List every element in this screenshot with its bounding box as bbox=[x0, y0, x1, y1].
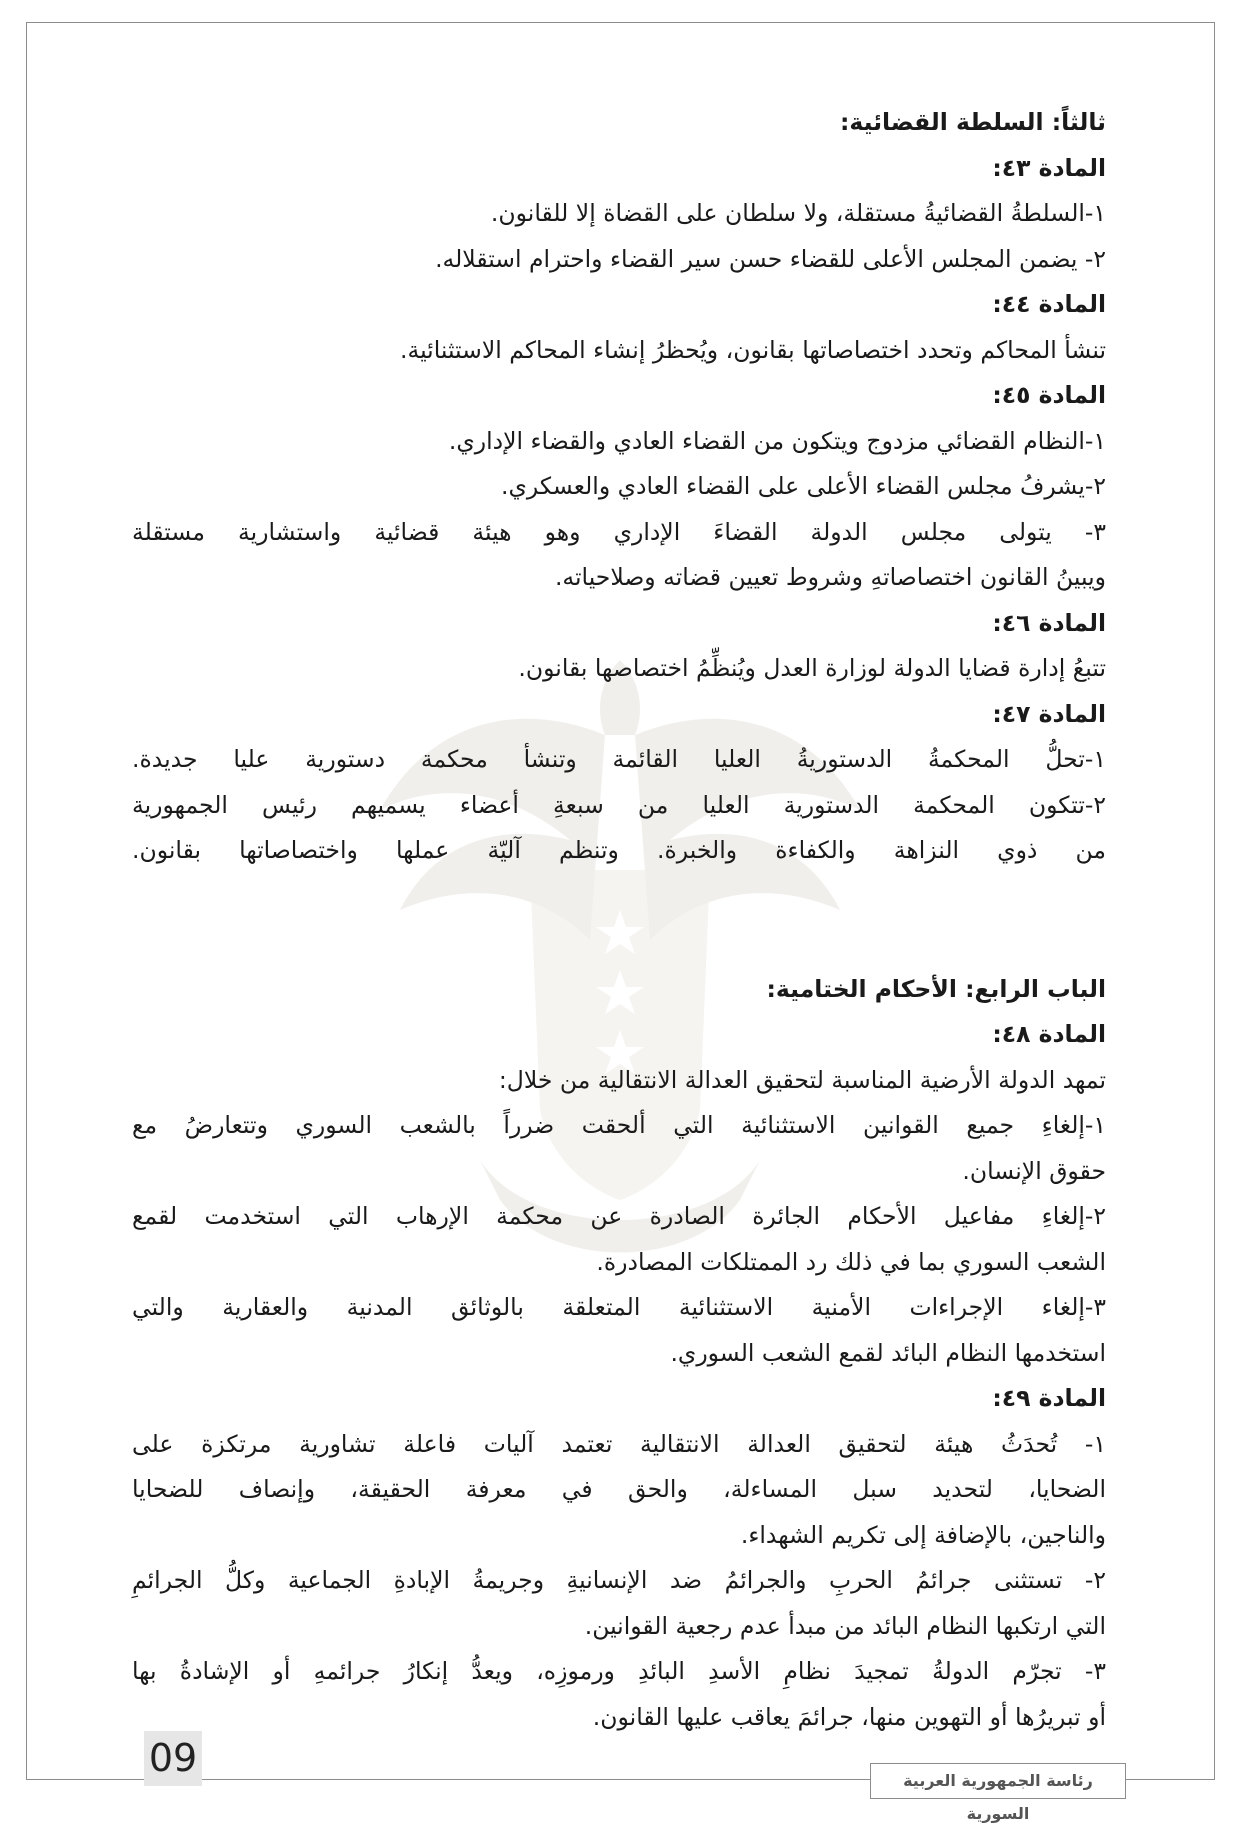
paragraph-line: ٢- يضمن المجلس الأعلى للقضاء حسن سير القضاء واحترام استقلاله. bbox=[435, 244, 1106, 273]
paragraph-line: ١-تحلُّ المحكمةُ الدستوريةُ العليا القائمة وتنشأ محكمة دستورية عليا جديدة. bbox=[132, 745, 1106, 773]
section-heading: الباب الرابع: الأحكام الختامية: bbox=[766, 974, 1106, 1003]
paragraph-line: تتبعُ إدارة قضايا الدولة لوزارة العدل ويُنظِّمُ اختصاصها بقانون. bbox=[518, 654, 1106, 682]
footer-label: رئاسة الجمهورية العربية السورية bbox=[870, 1763, 1126, 1799]
paragraph-line: ويبينُ القانون اختصاصاتهِ وشروط تعيين قضاته وصلاحياته. bbox=[554, 563, 1106, 591]
paragraph-line: ٢- تستثنى جرائمُ الحربِ والجرائمُ ضد الإنسانيةِ وجريمةُ الإبادةِ الجماعية وكلُّ الجرائمِ bbox=[132, 1566, 1106, 1594]
paragraph-line: أو تبريرُها أو التهوين منها، جرائمَ يعاقب عليها القانون. bbox=[592, 1702, 1106, 1731]
section-heading: المادة ٤٨: bbox=[992, 1020, 1106, 1048]
paragraph-line: تنشأ المحاكم وتحدد اختصاصاتها بقانون، ويُحظرُ إنشاء المحاكم الاستثنائية. bbox=[400, 335, 1106, 364]
paragraph-line: استخدمها النظام البائد لقمع الشعب السوري. bbox=[670, 1338, 1106, 1367]
paragraph-line: التي ارتكبها النظام البائد من مبدأ عدم رجعية القوانين. bbox=[584, 1611, 1106, 1640]
paragraph-line: ٣- يتولى مجلس الدولة القضاءَ الإداري وهو هيئة قضائية واستشارية مستقلة bbox=[132, 517, 1106, 546]
paragraph-line: ٣-إلغاء الإجراءات الأمنية الاستثنائية المتعلقة بالوثائق المدنية والعقارية والتي bbox=[132, 1293, 1106, 1321]
paragraph-line: ٢-يشرفُ مجلس القضاء الأعلى على القضاء العادي والعسكري. bbox=[501, 472, 1106, 500]
paragraph-line: ١-السلطةُ القضائيةُ مستقلة، ولا سلطان على القضاة إلا للقانون. bbox=[490, 199, 1106, 227]
document-body bbox=[132, 100, 1106, 1740]
paragraph-line: من ذوي النزاهة والكفاءة والخبرة. وتنظم آليّة عملها واختصاصاتها بقانون. bbox=[132, 836, 1106, 864]
section-heading: المادة ٤٥: bbox=[992, 381, 1106, 409]
paragraph-line: ٢-إلغاءِ مفاعيل الأحكام الجائرة الصادرة عن محكمة الإرهاب التي استخدمت لقمع bbox=[132, 1202, 1106, 1230]
section-heading: ثالثاً: السلطة القضائية: bbox=[839, 108, 1106, 136]
spacer bbox=[132, 897, 1106, 943]
section-heading: المادة ٤٦: bbox=[992, 608, 1106, 637]
paragraph-line: ٣- تجرّم الدولةُ تمجيدَ نظامِ الأسدِ البائدِ ورموزِه، ويعدُّ إنكارُ جرائمهِ أو الإشادةُ بها bbox=[132, 1657, 1106, 1685]
section-heading: المادة ٤٤: bbox=[992, 290, 1106, 318]
page-number: 09 bbox=[144, 1731, 202, 1786]
paragraph-line: ١-إلغاءِ جميع القوانين الاستثنائية التي ألحقت ضرراً بالشعب السوري وتتعارضُ مع bbox=[132, 1111, 1106, 1139]
paragraph-line: والناجين، بالإضافة إلى تكريم الشهداء. bbox=[740, 1520, 1106, 1549]
paragraph-line: ١-النظام القضائي مزدوج ويتكون من القضاء العادي والقضاء الإداري. bbox=[448, 426, 1106, 455]
section-heading: المادة ٤٩: bbox=[992, 1384, 1106, 1412]
paragraph-line: تمهد الدولة الأرضية المناسبة لتحقيق العدالة الانتقالية من خلال: bbox=[498, 1065, 1106, 1094]
section-heading: المادة ٤٧: bbox=[992, 699, 1106, 728]
section-heading: المادة ٤٣: bbox=[992, 153, 1106, 182]
paragraph-line: الشعب السوري بما في ذلك رد الممتلكات المصادرة. bbox=[596, 1247, 1106, 1276]
paragraph-line: الضحايا، لتحديد سبل المساءلة، والحق في معرفة الحقيقة، وإنصاف للضحايا bbox=[132, 1475, 1106, 1503]
paragraph-line: حقوق الإنسان. bbox=[962, 1156, 1106, 1185]
paragraph-line: ٢-تتكون المحكمة الدستورية العليا من سبعةِ أعضاء يسميهم رئيس الجمهورية bbox=[132, 790, 1106, 819]
paragraph-line: ١- تُحدَثُ هيئة لتحقيق العدالة الانتقالية تعتمد آليات فاعلة تشاورية مرتكزة على bbox=[132, 1429, 1106, 1458]
